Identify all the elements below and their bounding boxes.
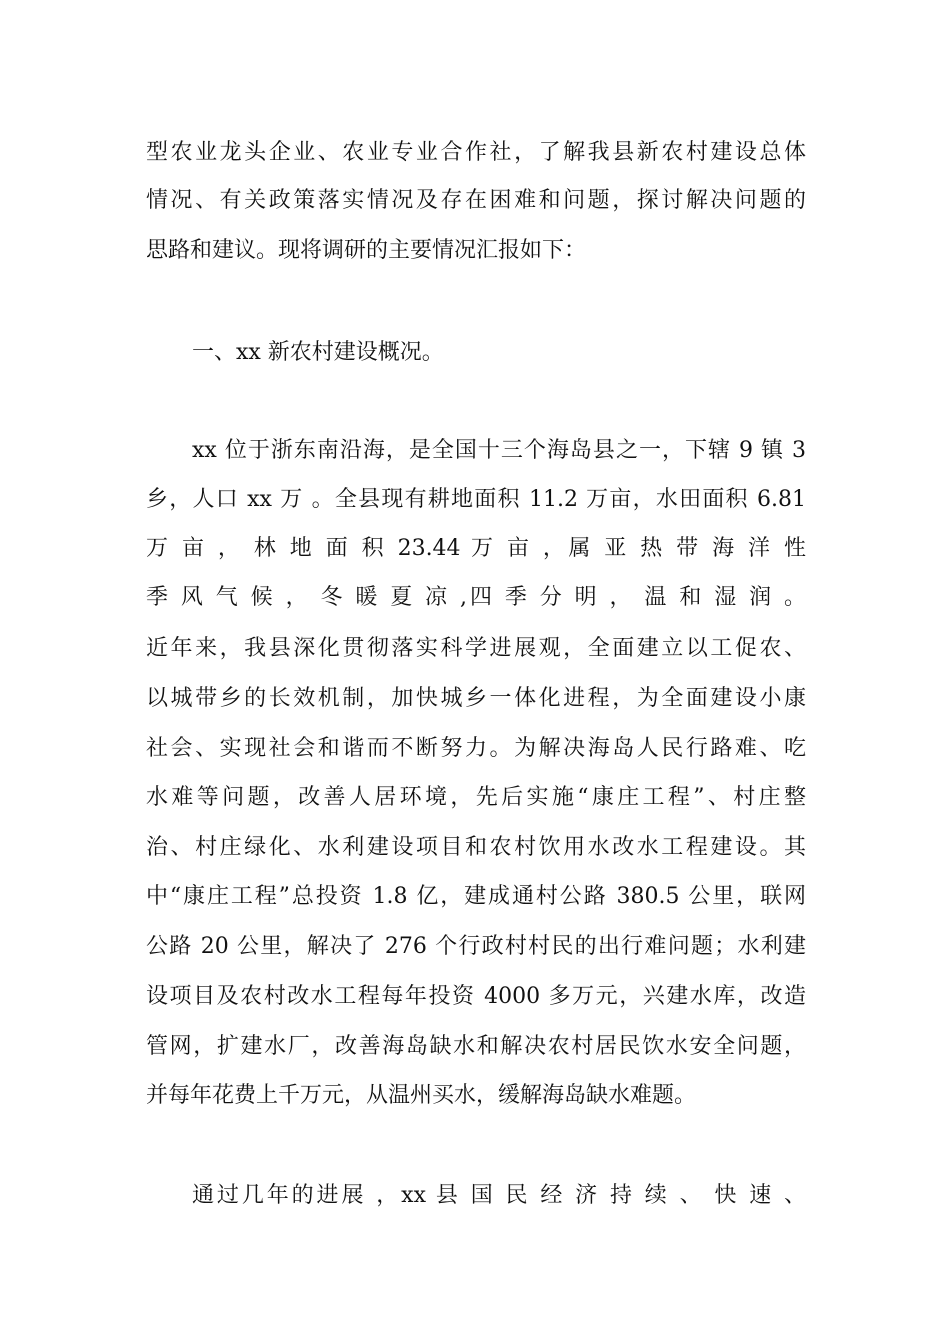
overview-line-6: 以城带乡的长效机制，加快城乡一体化进程，为全面建设小康 xyxy=(146,686,806,711)
overview-line-9: 治、村庄绿化、水利建设项目和农村饮用水改水工程建设。其 xyxy=(146,835,806,860)
overview-line-1: xx 位于浙东南沿海，是全国十三个海岛县之一，下辖 9 镇 3 xyxy=(192,438,806,463)
overview-line-5: 近年来，我县深化贯彻落实科学进展观，全面建立以工促农、 xyxy=(146,636,806,661)
intro-line-1: 型农业龙头企业、农业专业合作社，了解我县新农村建设总体 xyxy=(146,140,806,165)
overview-line-3: 万 亩 ， 林 地 面 积 23.44 万 亩 ，属 亚 热 带 海 洋 性 xyxy=(146,536,806,561)
overview-line-13: 管网，扩建水厂，改善海岛缺水和解决农村居民饮水安全问题， xyxy=(146,1034,806,1059)
overview-line-7: 社会、实现社会和谐而不断努力。为解决海岛人民行路难、吃 xyxy=(146,736,806,761)
intro-line-3: 思路和建议。现将调研的主要情况汇报如下： xyxy=(146,238,587,263)
overview-line-8: 水难等问题，改善人居环境，先后实施“康庄工程”、村庄整 xyxy=(146,785,806,810)
overview-line-11: 公路 20 公里，解决了 276 个行政村村民的出行难问题；水利建 xyxy=(146,934,806,959)
overview-line-4: 季 风 气 候 ， 冬 暖 夏 凉 ,四 季 分 明 ， 温 和 湿 润 。 xyxy=(146,585,806,610)
overview-line-12: 设项目及农村改水工程每年投资 4000 多万元，兴建水库，改造 xyxy=(146,984,806,1009)
progress-line-1: 通过几年的进展 ，xx 县 国 民 经 济 持 续 、 快 速 、 xyxy=(192,1183,806,1208)
section-heading: 一、xx 新农村建设概况。 xyxy=(192,340,444,365)
intro-line-2: 情况、有关政策落实情况及存在困难和问题，探讨解决问题的 xyxy=(146,188,806,213)
overview-line-14: 并每年花费上千万元，从温州买水，缓解海岛缺水难题。 xyxy=(146,1083,697,1108)
overview-line-2: 乡，人口 xx 万 。全县现有耕地面积 11.2 万亩，水田面积 6.81 xyxy=(146,487,806,512)
overview-line-10: 中“康庄工程”总投资 1.8 亿，建成通村公路 380.5 公里，联网 xyxy=(146,884,806,909)
